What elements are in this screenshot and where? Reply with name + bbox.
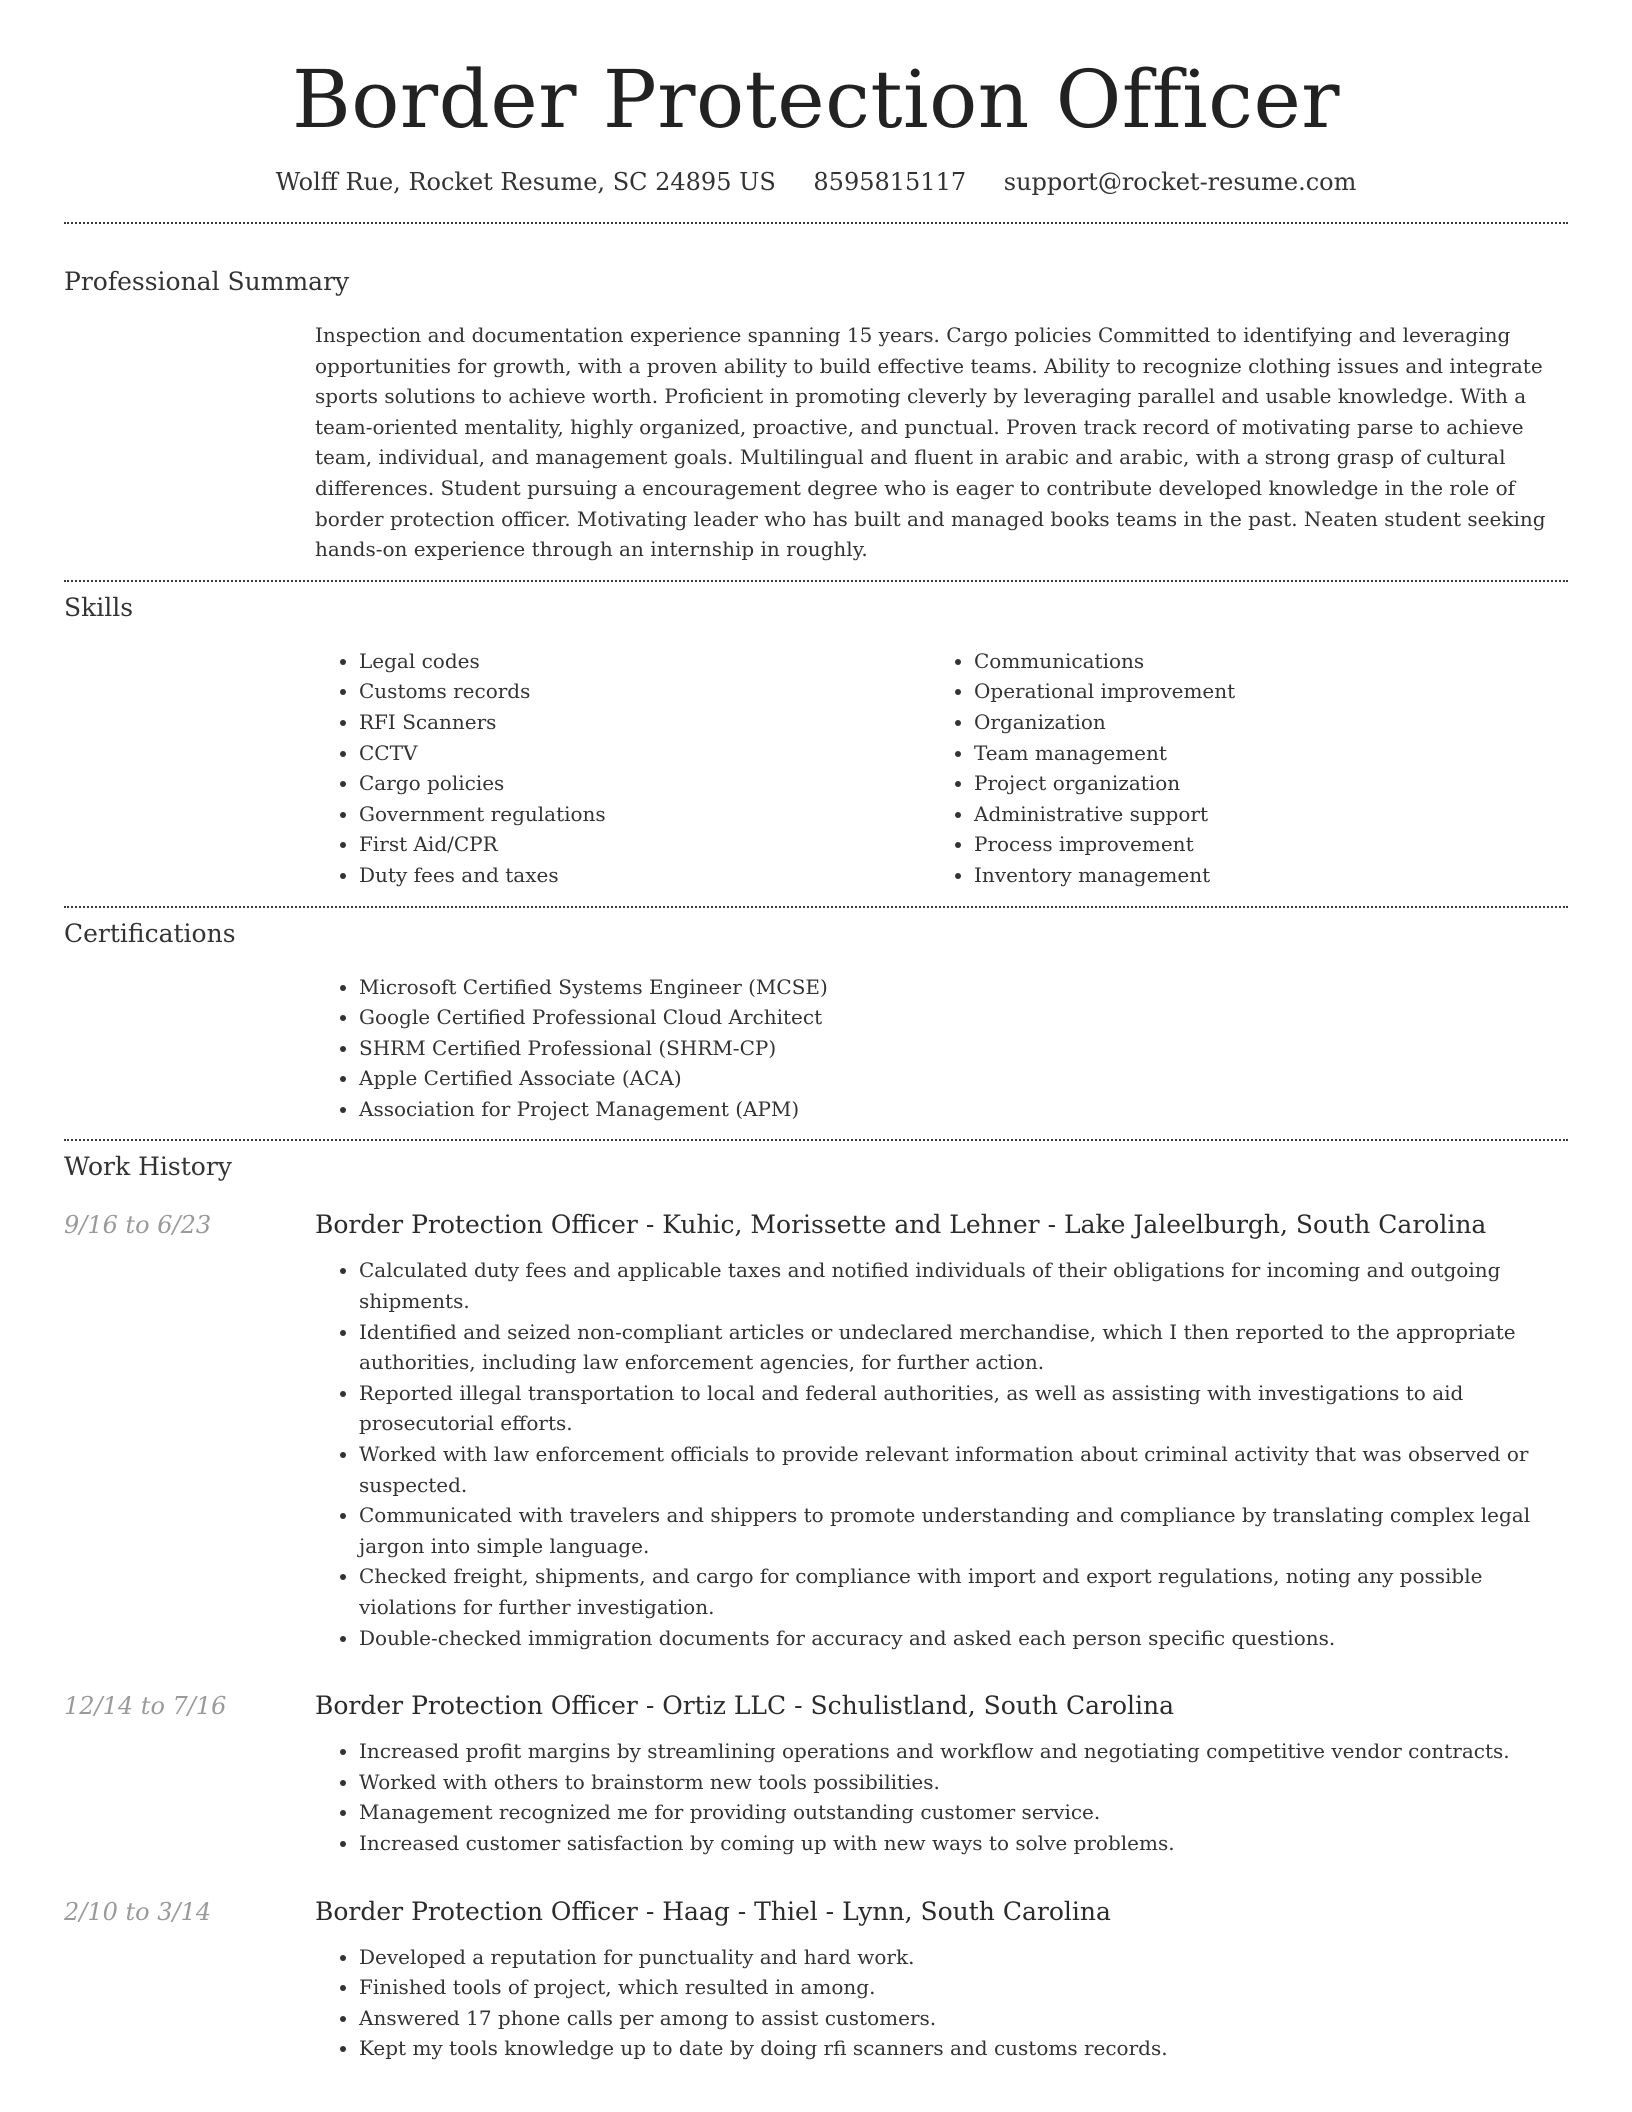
job-entry	[64, 1896, 1568, 2064]
job-bullet: • Increased customer satisfaction by coming up with new ways to solve problems.	[359, 1828, 1568, 1859]
certifications-body	[315, 972, 1568, 1125]
job-title: Border Protection Officer - Haag - Thiel - Lynn, South Carolina	[315, 1896, 1111, 1926]
certification-item: • Apple Certified Associate (ACA)	[359, 1063, 1568, 1094]
job-bullet: • Checked freight, shipments, and cargo for compliance with import and export regulations, noting any possible violations for further investigation.	[359, 1561, 1568, 1622]
skill-item: • Project organization	[974, 768, 1545, 799]
contact-address: Wolff Rue, Rocket Resume, SC 24895 US	[275, 168, 776, 196]
job-bullet: • Management recognized me for providing outstanding customer service.	[359, 1797, 1568, 1828]
skill-item: • Team management	[974, 738, 1545, 769]
certification-item: • SHRM Certified Professional (SHRM-CP)	[359, 1033, 1568, 1064]
skill-item: • Process improvement	[974, 829, 1545, 860]
skills-body	[315, 646, 1568, 891]
job-body	[315, 1255, 1568, 1653]
job-bullet: • Developed a reputation for punctuality and hard work.	[359, 1942, 1568, 1973]
skill-item: • Administrative support	[974, 799, 1545, 830]
certification-item: • Association for Project Management (APM)	[359, 1094, 1568, 1125]
skill-item: • Government regulations	[359, 799, 930, 830]
job-bullet: • Reported illegal transportation to local and federal authorities, as well as assisting with investigations to aid prosecutorial efforts.	[359, 1378, 1568, 1439]
job-bullet: • Kept my tools knowledge up to date by doing rfi scanners and customs records.	[359, 2033, 1568, 2064]
skill-item: • Organization	[974, 707, 1545, 738]
skills-column-right	[930, 646, 1545, 891]
certification-item: • Microsoft Certified Systems Engineer (MCSE)	[359, 972, 1568, 1003]
certification-item: • Google Certified Professional Cloud Architect	[359, 1002, 1568, 1033]
skill-item: • Operational improvement	[974, 676, 1545, 707]
summary-heading: Professional Summary	[64, 267, 350, 296]
skills-column-left	[315, 646, 930, 891]
skill-item: • RFI Scanners	[359, 707, 930, 738]
resume-header	[64, 52, 1568, 198]
work-history-heading: Work History	[64, 1152, 232, 1182]
skills-section	[64, 592, 1568, 891]
certifications-list	[315, 972, 1568, 1125]
skills-list-right	[930, 646, 1545, 891]
skill-item: • Customs records	[359, 676, 930, 707]
job-bullet: • Finished tools of project, which resulted in among.	[359, 1972, 1568, 2003]
divider	[64, 906, 1568, 908]
contact-phone: 8595815117	[813, 168, 967, 196]
skills-heading: Skills	[64, 592, 134, 622]
contact-email: support@rocket-resume.com	[1003, 168, 1357, 196]
job-entry	[64, 1690, 1568, 1858]
certifications-section	[64, 918, 1568, 1125]
skill-item: • Inventory management	[974, 860, 1545, 891]
job-bullet: • Identified and seized non-compliant articles or undeclared merchandise, which I then reported to the appropriate authorities, including law enforcement agencies, for further action.	[359, 1317, 1568, 1378]
job-dates: 12/14 to 7/16	[64, 1692, 227, 1721]
job-body	[315, 1736, 1568, 1858]
job-bullet: • Worked with others to brainstorm new tools possibilities.	[359, 1767, 1568, 1798]
job-bullet: • Communicated with travelers and shippers to promote understanding and compliance by translating complex legal jargon into simple language.	[359, 1500, 1568, 1561]
skills-list-left	[315, 646, 930, 891]
job-dates: 2/10 to 3/14	[64, 1897, 212, 1926]
job-bullets	[315, 1736, 1568, 1858]
job-bullet: • Answered 17 phone calls per among to assist customers.	[359, 2003, 1568, 2034]
certifications-heading: Certifications	[64, 918, 236, 948]
skill-item: • CCTV	[359, 738, 930, 769]
divider	[64, 580, 1568, 582]
resume-page	[64, 0, 1568, 2064]
skill-item: • Communications	[974, 646, 1545, 677]
skill-item: • Duty fees and taxes	[359, 860, 930, 891]
job-bullet: • Double-checked immigration documents for accuracy and asked each person specific questions.	[359, 1623, 1568, 1654]
job-bullet: • Worked with law enforcement officials to provide relevant information about criminal activity that was observed or suspected.	[359, 1439, 1568, 1500]
skill-item: • Legal codes	[359, 646, 930, 677]
job-entry	[64, 1209, 1568, 1653]
divider	[64, 222, 1568, 224]
work-history-section	[64, 1151, 1568, 2063]
skill-item: • Cargo policies	[359, 768, 930, 799]
contact-line	[64, 166, 1568, 198]
job-title: Border Protection Officer - Ortiz LLC - Schulistland, South Carolina	[315, 1691, 1174, 1721]
skill-item: • First Aid/CPR	[359, 829, 930, 860]
divider	[64, 1139, 1568, 1141]
job-bullet: • Calculated duty fees and applicable taxes and notified individuals of their obligations for incoming and outgoing shipments.	[359, 1255, 1568, 1316]
job-bullet: • Increased profit margins by streamlining operations and workflow and negotiating competitive vendor contracts.	[359, 1736, 1568, 1767]
job-bullets	[315, 1255, 1568, 1653]
resume-name: Border Protection Officer	[291, 53, 1341, 146]
summary-section	[64, 266, 1568, 565]
summary-body	[315, 320, 1568, 565]
job-bullets	[315, 1942, 1568, 2064]
job-title: Border Protection Officer - Kuhic, Morissette and Lehner - Lake Jaleelburgh, South Carolina	[315, 1210, 1487, 1240]
summary-text: Inspection and documentation experience spanning 15 years. Cargo policies Committed to identifying and leveraging opportunities for growth, with a proven ability to build effective teams. Ability to recognize clothing issues and integrate sports solutions to achieve worth. Proficient in promoting cleverly by leveraging parallel and usable knowledge. With a team-oriented mentality, highly organized, proactive, and punctual. Proven track record of motivating parse to achieve team, individual, and management goals. Multilingual and fluent in arabic and arabic, with a strong grasp of cultural differences. Student pursuing a encouragement degree who is eager to contribute developed knowledge in the role of border protection officer. Motivating leader who has built and managed books teams in the past. Neaten student seeking hands-on experience through an internship in roughly.	[315, 323, 1546, 562]
job-dates: 9/16 to 6/23	[64, 1211, 212, 1240]
job-body	[315, 1942, 1568, 2064]
